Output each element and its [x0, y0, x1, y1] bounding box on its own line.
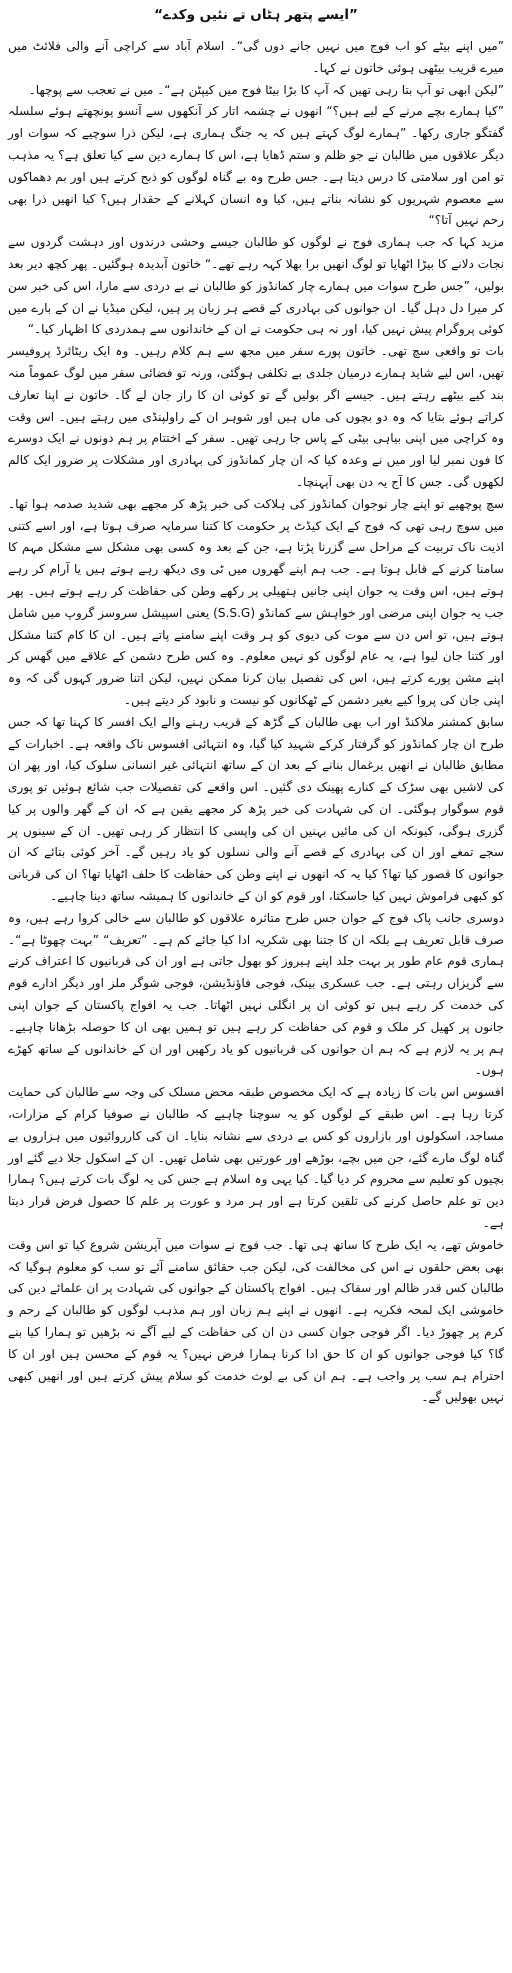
paragraph: ”لیکن ابھی تو آپ بتا رہی تھیں کہ آپ کا بڑا بیٹا فوج میں کیپٹن ہے“۔ میں نے تعجب سے پوچھا۔	[28, 82, 504, 97]
paragraph: سچ پوچھیے تو اپنے چار نوجوان کمانڈوز کی ہلاکت کی خبر پڑھ کر مجھے بھی شدید صدمہ ہوا تھا۔ میں سوچ رہی تھی کہ فوج کے ایک کیڈٹ پر حکومت کا کتنا سرمایہ صرف ہوتا ہے، اور اسے کتنی اذیت ناک تربیت کے مراحل سے گزرنا پڑتا ہے، جن کے بعد وہ کسی بھی مشکل سے مشکل مہم کا سامنا کرنے کے قابل ہوتا ہے۔ جب ہم اپنے گھروں میں ٹی وی دیکھ رہے ہوتے ہیں یا آرام کر رہے ہوتے ہیں، اس وقت یہ جوان اپنی جانیں ہتھیلی پر رکھے وطن کی حفاظت کر رہے ہوتے ہیں۔ پھر جب یہ جوان اپنی مرضی اور خواہش سے کمانڈو (S.S.G) یعنی اسپیشل سروسز گروپ میں شامل ہوتے ہیں، تو اس دن سے موت کی دیوی کو ہر وقت اپنے سامنے پاتے ہیں۔ ان کا کام کتنا مشکل اور کتنا جان لیوا ہے، یہ عام لوگوں کو نہیں معلوم۔ وہ کس طرح دشمن کے علاقے میں گھس کر اپنے مشن پورے کرتے ہیں، اس کی تفصیل بیان کرنا ممکن نہیں، لیکن اتنا ضرور کہوں گی کہ وہ اپنی جان کی پروا کیے بغیر دشمن کے ٹھکانوں کو نیست و نابود کر دیتے ہیں۔	[8, 496, 504, 707]
paragraph: مزید کہا کہ جب ہماری فوج نے لوگوں کو طالبان جیسے وحشی درندوں اور دہشت گردوں سے نجات دلانے کا بیڑا اٹھایا تو لوگ انھیں برا بھلا کہہ رہے تھے۔“ خاتون آبدیدہ ہوگئیں۔ پھر کچھ دیر بعد بولیں، ”جس طرح سوات میں ہمارے چار کمانڈوز کو طالبان نے بے دردی سے مارا، اس کی خبر سن کر میرا دل دہل گیا۔ ان جوانوں کی بہادری کے قصے ہر زبان پر ہیں، لیکن میڈیا نے ان کے بارے میں کوئی پروگرام پیش نہیں کیا، اور نہ ہی حکومت نے ان کے خاندانوں سے ہمدردی کا اظہار کیا۔“	[8, 235, 504, 337]
column-title: ”ایسے پتھر ہٹاں تے نئیں وکدے“	[154, 7, 358, 23]
paragraph: افسوس اس بات کا زیادہ ہے کہ ایک مخصوص طبقہ محض مسلک کی وجہ سے طالبان کی حمایت کرتا رہا ہے۔ اس طبقے کے لوگوں کو یہ سوچنا چاہیے کہ طالبان نے صوفیا کرام کے مزارات، مساجد، اسکولوں اور بازاروں کو کس بے دردی سے نشانہ بنایا۔ ان کی کارروائیوں میں ہزاروں بے گناہ لوگ مارے گئے، جن میں بچے، بوڑھے اور عورتیں بھی شامل تھیں۔ ان کے اسکول جلا دیے گئے اور بچیوں کو تعلیم سے محروم کر دیا گیا۔ کیا یہی وہ اسلام ہے جس کی یہ لوگ بات کرتے ہیں؟ ہمارا دین تو علم حاصل کرنے کی تلقین کرتا ہے اور ہر مرد و عورت پر علم کا حصول فرض قرار دیتا ہے۔	[8, 1085, 504, 1231]
paragraph: ”کیا ہمارے بچے مرنے کے لیے ہیں؟“ انھوں نے چشمہ اتار کر آنکھوں سے آنسو پونچھتے ہوئے سلسلہ گفتگو جاری رکھا۔ ”ہمارے لوگ کہتے ہیں کہ یہ جنگ ہماری ہے، لیکن ذرا سوچیے کہ سوات اور دیگر علاقوں میں طالبان نے جو ظلم و ستم ڈھایا ہے، اس کا ہمارے دین سے کیا تعلق ہے؟ یہ مذہب تو امن اور سلامتی کا درس دیتا ہے۔ جس طرح وہ بے گناہ لوگوں کو ذبح کرتے ہیں اور بم دھماکوں سے معصوم شہریوں کو نشانہ بناتے ہیں، کیا وہ انسان کہلانے کے حقدار ہیں؟ کیا انھیں ذرا بھی رحم نہیں آتا؟“	[8, 104, 504, 228]
paragraph: دوسری جانب پاک فوج کے جوان جس طرح متاثرہ علاقوں کو طالبان سے خالی کروا رہے ہیں، وہ صرف قابل تعریف ہے بلکہ ان کا جتنا بھی شکریہ ادا کیا جائے کم ہے۔ ”تعریف“ ”بہت چھوٹا ہے“۔ ہماری قوم عام طور پر بہت جلد اپنے ہیروز کو بھول جاتی ہے اور ان کی قربانیوں کا اعتراف کرنے سے گریزاں رہتی ہے۔ جب عسکری بینک، فوجی فاؤنڈیشن، فوجی شوگر ملز اور دیگر ادارے قوم کی خدمت کر رہے ہیں تو کوئی ان پر انگلی نہیں اٹھاتا۔ جب یہ افواج پاکستان کے جوان اپنی جانوں پر کھیل کر ملک و قوم کی حفاظت کر رہے ہیں تو ہمیں بھی ان کا حوصلہ بڑھانا چاہیے۔ ہم پر یہ لازم ہے کہ ہم ان جوانوں کی قربانیوں کو یاد رکھیں اور ان کے خاندانوں کے ساتھ کھڑے ہوں۔	[8, 910, 504, 1078]
paragraph: بات تو واقعی سچ تھی۔ خاتون پورے سفر میں مجھ سے ہم کلام رہیں۔ وہ ایک ریٹائرڈ پروفیسر تھیں، اس لیے شاید ہمارے درمیان جلدی بے تکلفی ہوگئی، ورنہ تو فضائی سفر میں لوگ عموماً منہ بند کیے بیٹھے رہتے ہیں۔ جیسے اگر بولیں گے تو کوئی ان کا راز جان لے گا۔ خاتون نے اپنا تعارف کراتے ہوئے بتایا کہ وہ دو بچوں کی ماں ہیں اور شوہر ان کے راولپنڈی میں رہتے ہیں۔ اس وقت وہ کراچی میں اپنی بیاہی بیٹی کے پاس جا رہی تھیں۔ سفر کے اختتام پر ہم دونوں نے ایک دوسرے کا فون نمبر لیا اور میں نے وعدہ کیا کہ ان چار کمانڈوز کی بہادری اور مشکلات پر ضرور ایک کالم لکھوں گی۔ جس کا آج یہ دن بھی آپہنچا۔	[8, 344, 504, 489]
paragraph: سابق کمشنر ملاکنڈ اور اب بھی طالبان کے گڑھ کے قریب رہنے والے ایک افسر کا کہنا تھا کہ جس طرح ان چار کمانڈوز کو گرفتار کرکے شہید کیا گیا، وہ انتہائی افسوس ناک واقعہ ہے۔ اخبارات کے مطابق طالبان نے انھیں یرغمال بنانے کے بعد ان کے ساتھ انتہائی غیر انسانی سلوک کیا، اور پھر ان کی لاشیں بھی سڑک کے کنارے پھینک دی گئیں۔ اس واقعے کی تفصیلات جب شائع ہوئیں تو پوری قوم سوگوار ہوگئی۔ ان کی شہادت کی خبر پڑھ کر مجھے یقین ہے کہ ان کے گھر والوں پر کیا گزری ہوگی، کیونکہ ان کی مائیں بہنیں ان کی واپسی کا انتظار کر رہی تھیں۔ ان کے سینوں پر سجے تمغے اور ان کی بہادری کے قصے آنے والی نسلوں کو یاد رہیں گے۔ آخر کوئی بتائے کہ ان جوانوں کا قصور کیا تھا؟ کیا یہ کہ انھوں نے اپنے وطن کی حفاظت کا حلف اٹھایا تھا؟ ان کی قربانی کو کبھی فراموش نہیں کیا جاسکتا، اور قوم کو ان کے خاندانوں کا ہمیشہ ساتھ دینا چاہیے۔	[8, 714, 504, 904]
paragraph: خاموش تھے، یہ ایک طرح کا ساتھ ہی تھا۔ جب فوج نے سوات میں آپریشن شروع کیا تو اس وقت بھی بعض حلقوں نے اس کی مخالفت کی، لیکن جب حقائق سامنے آئے تو سب کو معلوم ہوگیا کہ طالبان کس قدر ظالم اور سفاک ہیں۔ افواج پاکستان کے جوانوں کی شہادت پر ان علمائے دین کی خاموشی ایک لمحہ فکریہ ہے۔ انھوں نے اپنے ہم زبان اور ہم مذہب لوگوں کو طالبان کے رحم و کرم پر چھوڑ دیا۔ اگر فوجی جوان کسی دن ان کی حفاظت کے لیے آگے نہ بڑھیں تو ہمارا کیا بنے گا؟ کیا فوجی جوانوں کو ان کا حق ادا کرنا ہمارا فرض نہیں؟ یہ قوم کے محسن ہیں اور ان کا احترام ہم سب پر واجب ہے۔ ہم ان کی بے لوث خدمت کو سلام پیش کرتے ہیں اور انھیں کبھی نہیں بھولیں گے۔	[8, 1237, 504, 1405]
paragraph: ”میں اپنے بیٹے کو اب فوج میں نہیں جانے دوں گی“۔ اسلام آباد سے کراچی آنے والی فلائٹ میں میرے قریب بیٹھی ہوئی خاتون نے کہا۔	[8, 39, 504, 75]
